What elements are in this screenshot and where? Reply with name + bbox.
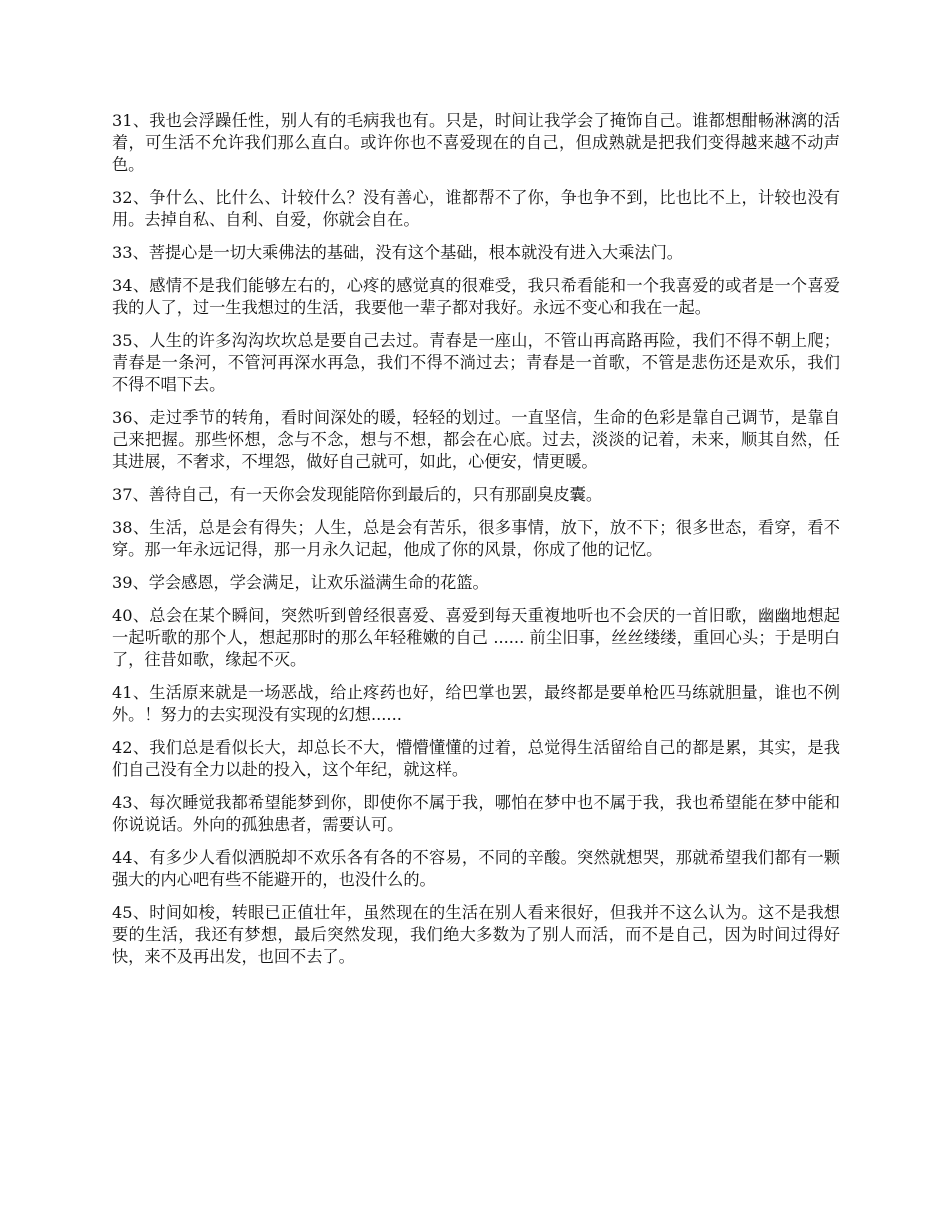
paragraph-39: 39、学会感恩，学会满足，让欢乐溢满生命的花篮。 [112, 573, 489, 592]
paragraph-34: 34、感情不是我们能够左右的，心疼的感觉真的很难受，我只希看能和一个我喜爱的或者是一个喜爱我的人了，过一生我想过的生活，我要他一辈子都对我好。永远不变心和我在一起。 [112, 276, 840, 317]
paragraph-45: 45、时间如梭，转眼已正值壮年，虽然现在的生活在别人看来很好，但我并不这么认为。这不是我想要的生活，我还有梦想，最后突然发现，我们绝大多数为了别人而活，而不是自己，因为时间过得好快，来不及再出发，也回不去了。 [112, 903, 840, 966]
paragraph-43: 43、每次睡觉我都希望能梦到你，即使你不属于我，哪怕在梦中也不属于我，我也希望能在梦中能和你说说话。外向的孤独患者，需要认可。 [112, 793, 840, 834]
paragraph-31: 31、我也会浮躁任性，别人有的毛病我也有。只是，时间让我学会了掩饰自己。谁都想酣畅淋漓的活着，可生活不允许我们那么直白。或许你也不喜爱现在的自己，但成熟就是把我们变得越来越不动声色。 [112, 111, 840, 174]
paragraph-40: 40、总会在某个瞬间，突然听到曾经很喜爱、喜爱到每天重複地听也不会厌的一首旧歌，幽幽地想起一起听歌的那个人，想起那时的那么年轻稚嫩的自己 ...... 前尘旧事，丝丝缕缕，重回心头；于是明白了，往昔如歌，缘起不灭。 [112, 606, 840, 669]
paragraph-42: 42、我们总是看似长大，却总长不大，懵懵懂懂的过着，总觉得生活留给自己的都是累，其实，是我们自己没有全力以赴的投入，这个年纪，就这样。 [112, 738, 840, 779]
document-body [112, 110, 840, 979]
paragraph-33: 33、菩提心是一切大乘佛法的基础，没有这个基础，根本就没有进入大乘法门。 [112, 243, 683, 262]
paragraph-38: 38、生活，总是会有得失；人生，总是会有苦乐，很多事情，放下，放不下；很多世态，看穿，看不穿。那一年永远记得，那一月永久记起，他成了你的风景，你成了他的记忆。 [112, 518, 840, 559]
paragraph-35: 35、人生的许多沟沟坎坎总是要自己去过。青春是一座山，不管山再高路再险，我们不得不朝上爬；青春是一条河，不管河再深水再急，我们不得不淌过去；青春是一首歌，不管是悲伤还是欢乐，我们不得不唱下去。 [112, 331, 840, 394]
paragraph-32: 32、争什么、比什么、计较什么？没有善心，谁都帮不了你，争也争不到，比也比不上，计较也没有用。去掉自私、自利、自爱，你就会自在。 [112, 188, 840, 229]
paragraph-36: 36、走过季节的转角，看时间深处的暖，轻轻的划过。一直坚信，生命的色彩是靠自己调节，是靠自己来把握。那些怀想，念与不念，想与不想，都会在心底。过去，淡淡的记着，未来，顺其自然，任其进展，不奢求，不埋怨，做好自己就可，如此，心便安，情更暖。 [112, 408, 840, 471]
paragraph-44: 44、有多少人看似洒脱却不欢乐各有各的不容易，不同的辛酸。突然就想哭，那就希望我们都有一颗强大的内心吧有些不能避开的，也没什么的。 [112, 848, 840, 889]
paragraph-41: 41、生活原来就是一场恶战，给止疼药也好，给巴掌也罢，最终都是要单枪匹马练就胆量，谁也不例外。！努力的去实现没有实现的幻想...... [112, 683, 840, 724]
paragraph-37: 37、善待自己，有一天你会发现能陪你到最后的，只有那副臭皮囊。 [112, 485, 603, 504]
